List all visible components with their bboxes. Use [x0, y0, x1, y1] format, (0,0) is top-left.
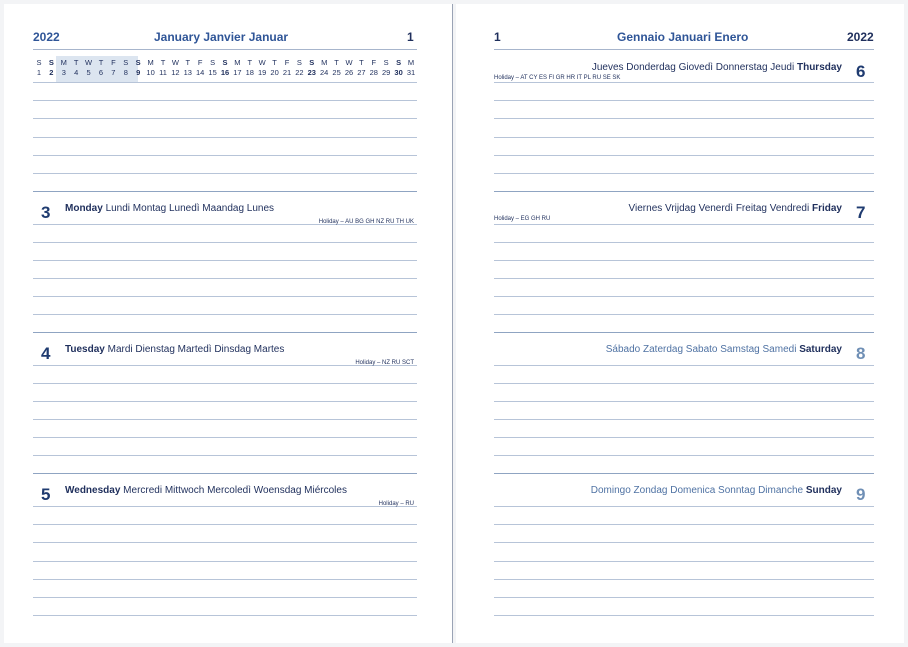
- ruled-line: [33, 561, 417, 562]
- mini-cal-letter: F: [197, 58, 203, 67]
- mini-cal-letter: F: [111, 58, 116, 67]
- mini-cal-day-28: [368, 58, 380, 78]
- ruled-line: [494, 82, 874, 83]
- ruled-line: [33, 137, 417, 138]
- mini-cal-letter: M: [234, 58, 241, 67]
- mini-cal-number: 21: [282, 68, 292, 77]
- day-number-8: 8: [856, 344, 866, 363]
- ruled-line: [33, 155, 417, 156]
- ruled-line: [33, 419, 417, 420]
- left-month-title: January Janvier Januar: [154, 30, 289, 44]
- day-names-thursday: [592, 62, 842, 73]
- day-number-9: 9: [856, 485, 866, 504]
- mini-cal-number: 6: [98, 68, 104, 77]
- ruled-line: [33, 437, 417, 438]
- mini-cal-letter: S: [123, 58, 129, 67]
- ruled-line: [33, 473, 417, 474]
- left-header-rule: [33, 49, 417, 50]
- ruled-line: [494, 173, 874, 174]
- mini-cal-day-11: [157, 58, 169, 78]
- day-name-friday: Friday: [811, 203, 842, 214]
- ruled-line: [33, 191, 417, 192]
- ruled-line: [33, 100, 417, 101]
- mini-cal-number: 14: [196, 68, 205, 77]
- day-name-saturday: Saturday: [799, 344, 842, 355]
- mini-cal-letter: F: [284, 58, 290, 67]
- ruled-line: [33, 506, 417, 507]
- mini-cal-number: 29: [382, 68, 391, 77]
- mini-cal-day-21: [281, 58, 293, 78]
- mini-cal-number: 10: [146, 68, 155, 77]
- day-translations-saturday: Sábado Zaterdag Sabato Samstag Samedi: [605, 344, 797, 355]
- ruled-line: [494, 191, 874, 192]
- mini-cal-letter: W: [258, 58, 266, 67]
- mini-cal-letter: T: [272, 58, 277, 67]
- mini-cal-letter: S: [396, 58, 402, 67]
- mini-cal-day-7: [107, 58, 119, 78]
- day-translations-sunday: Domingo Zondag Domenica Sonntag Dimanche: [590, 485, 804, 496]
- ruled-line: [33, 597, 417, 598]
- mini-cal-number: 13: [183, 68, 192, 77]
- mini-cal-number: 12: [171, 68, 180, 77]
- mini-cal-letter: S: [48, 58, 54, 67]
- ruled-line: [33, 242, 417, 243]
- day-number-6: 6: [856, 62, 866, 81]
- ruled-line: [33, 542, 417, 543]
- mini-cal-day-3: [58, 58, 70, 78]
- mini-cal-letter: S: [210, 58, 216, 67]
- ruled-line: [494, 455, 874, 456]
- ruled-line: [33, 383, 417, 384]
- day-names-friday: [629, 203, 842, 214]
- ruled-line: [494, 365, 874, 366]
- ruled-line: [494, 314, 874, 315]
- mini-cal-letter: M: [321, 58, 328, 67]
- mini-cal-day-2: [45, 58, 57, 78]
- mini-cal-day-20: [269, 58, 281, 78]
- ruled-line: [494, 542, 874, 543]
- day-translations-wednesday: Mercredi Mittwoch Mercoledì Woensdag Miércoles: [123, 485, 347, 496]
- ruled-line: [494, 278, 874, 279]
- mini-cal-number: 11: [159, 68, 167, 77]
- mini-cal-letter: T: [160, 58, 166, 67]
- mini-cal-letter: T: [98, 58, 104, 67]
- mini-cal-day-15: [207, 58, 219, 78]
- left-year: 2022: [33, 30, 60, 44]
- ruled-line: [33, 401, 417, 402]
- mini-cal-number: 28: [369, 68, 378, 77]
- holiday-tuesday: Holiday – NZ RU SCT: [355, 360, 414, 366]
- day-names-tuesday: [65, 344, 284, 355]
- day-name-wednesday: Wednesday: [65, 485, 121, 496]
- ruled-line: [33, 524, 417, 525]
- mini-cal-day-4: [70, 58, 82, 78]
- mini-cal-letter: T: [334, 58, 339, 67]
- ruled-line: [494, 242, 874, 243]
- mini-cal-number: 2: [49, 68, 54, 77]
- mini-cal-number: 3: [61, 68, 66, 77]
- holiday-thursday: Holiday – AT CY ES FI GR HR IT PL RU SE SK: [494, 75, 621, 81]
- ruled-line: [494, 100, 874, 101]
- ruled-line: [494, 561, 874, 562]
- mini-cal-day-24: [318, 58, 330, 78]
- ruled-line: [33, 579, 417, 580]
- mini-cal-letter: S: [135, 58, 141, 67]
- mini-cal-day-10: [145, 58, 157, 78]
- day-translations-friday: Viernes Vrijdag Venerdì Freitag Vendredi: [628, 203, 810, 214]
- ruled-line: [494, 296, 874, 297]
- ruled-line: [494, 260, 874, 261]
- mini-cal-day-25: [331, 58, 343, 78]
- day-number-5: 5: [41, 485, 51, 504]
- mini-cal-letter: S: [309, 58, 315, 67]
- mini-cal-day-16: [219, 58, 231, 78]
- mini-cal-letter: F: [371, 58, 377, 67]
- holiday-wednesday: Holiday – RU: [378, 501, 414, 507]
- mini-cal-number: 16: [220, 68, 230, 77]
- mini-cal-letter: T: [359, 58, 364, 67]
- mini-cal-number: 8: [123, 68, 128, 77]
- ruled-line: [494, 419, 874, 420]
- day-names-wednesday: [65, 485, 347, 496]
- mini-cal-day-12: [169, 58, 181, 78]
- holiday-friday: Holiday – EG GH RU: [494, 216, 551, 222]
- mini-cal-day-27: [355, 58, 367, 78]
- ruled-line: [33, 455, 417, 456]
- ruled-line: [33, 332, 417, 333]
- mini-cal-letter: T: [185, 58, 191, 67]
- day-names-monday: [65, 203, 274, 214]
- mini-cal-day-30: [393, 58, 405, 78]
- mini-cal-number: 30: [394, 68, 403, 77]
- mini-cal-letter: W: [345, 58, 353, 67]
- ruled-line: [494, 155, 874, 156]
- mini-cal-letter: S: [383, 58, 389, 67]
- mini-cal-number: 5: [86, 68, 91, 77]
- mini-cal-day-14: [194, 58, 206, 78]
- mini-cal-letter: S: [222, 58, 228, 67]
- mini-cal-number: 26: [344, 68, 354, 77]
- mini-cal-day-18: [244, 58, 256, 78]
- mini-cal-letter: M: [407, 58, 415, 67]
- mini-cal-number: 15: [208, 68, 217, 77]
- mini-cal-number: 31: [406, 68, 416, 77]
- day-names-saturday: [606, 344, 842, 355]
- ruled-line: [494, 615, 874, 616]
- right-page-number: 1: [494, 30, 501, 44]
- mini-cal-day-6: [95, 58, 107, 78]
- day-name-thursday: Thursday: [796, 62, 842, 73]
- ruled-line: [494, 506, 874, 507]
- right-year: 2022: [847, 30, 874, 44]
- right-page: [456, 4, 904, 643]
- day-name-tuesday: Tuesday: [65, 344, 105, 355]
- mini-cal-number: 19: [258, 68, 267, 77]
- mini-cal-day-29: [380, 58, 392, 78]
- ruled-line: [33, 173, 417, 174]
- mini-cal-day-19: [256, 58, 268, 78]
- mini-cal-number: 17: [233, 68, 242, 77]
- mini-cal-letter: S: [36, 58, 42, 67]
- right-header-rule: [494, 49, 874, 50]
- day-number-3: 3: [41, 203, 51, 222]
- ruled-line: [33, 278, 417, 279]
- ruled-line: [494, 118, 874, 119]
- mini-cal-letter: T: [247, 58, 253, 67]
- ruled-line: [494, 332, 874, 333]
- mini-cal-number: 7: [111, 68, 116, 77]
- mini-cal-number: 1: [36, 68, 42, 77]
- mini-cal-day-23: [306, 58, 318, 78]
- ruled-line: [494, 137, 874, 138]
- left-page: [4, 4, 452, 643]
- mini-cal-letter: T: [73, 58, 79, 67]
- mini-cal-day-17: [231, 58, 243, 78]
- mini-cal-number: 9: [136, 68, 141, 77]
- day-name-monday: Monday: [65, 203, 103, 214]
- mini-cal-day-26: [343, 58, 355, 78]
- day-names-sunday: [591, 485, 842, 496]
- mini-cal-number: 25: [332, 68, 341, 77]
- ruled-line: [494, 579, 874, 580]
- mini-cal-letter: W: [85, 58, 93, 67]
- day-name-sunday: Sunday: [805, 485, 842, 496]
- day-number-7: 7: [856, 203, 866, 222]
- ruled-line: [494, 383, 874, 384]
- mini-cal-number: 23: [307, 68, 316, 77]
- ruled-line: [494, 437, 874, 438]
- mini-cal-day-1: [33, 58, 45, 78]
- mini-cal-day-9: [132, 58, 144, 78]
- ruled-line: [33, 260, 417, 261]
- ruled-line: [33, 615, 417, 616]
- mini-cal-number: 27: [357, 68, 366, 77]
- mini-calendar: [33, 56, 417, 82]
- day-translations-monday: Lundi Montag Lunedì Maandag Lunes: [105, 203, 275, 214]
- mini-cal-number: 20: [270, 68, 279, 77]
- mini-cal-day-13: [182, 58, 194, 78]
- mini-cal-number: 18: [245, 68, 254, 77]
- ruled-line: [494, 224, 874, 225]
- mini-cal-letter: S: [296, 58, 302, 67]
- ruled-line: [494, 597, 874, 598]
- mini-cal-day-5: [83, 58, 95, 78]
- mini-cal-day-31: [405, 58, 417, 78]
- day-number-4: 4: [41, 344, 51, 363]
- right-month-title: Gennaio Januari Enero: [617, 30, 749, 44]
- mini-cal-number: 4: [74, 68, 79, 77]
- mini-cal-letter: M: [147, 58, 154, 67]
- ruled-line: [33, 118, 417, 119]
- mini-cal-day-22: [293, 58, 305, 78]
- left-page-number: 1: [407, 30, 414, 44]
- day-translations-tuesday: Mardi Dienstag Martedì Dinsdag Martes: [107, 344, 285, 355]
- ruled-line: [33, 296, 417, 297]
- mini-cal-letter: M: [60, 58, 67, 67]
- mini-cal-day-8: [120, 58, 132, 78]
- ruled-line: [33, 314, 417, 315]
- ruled-line: [33, 82, 417, 83]
- ruled-line: [494, 473, 874, 474]
- mini-cal-number: 24: [320, 68, 329, 77]
- day-translations-thursday: Jueves Donderdag Giovedì Donnerstag Jeudi: [591, 62, 795, 73]
- mini-cal-number: 22: [295, 68, 304, 77]
- ruled-line: [494, 524, 874, 525]
- holiday-monday: Holiday – AU BG GH NZ RU TH UK: [318, 219, 414, 225]
- mini-cal-letter: W: [171, 58, 179, 67]
- ruled-line: [494, 401, 874, 402]
